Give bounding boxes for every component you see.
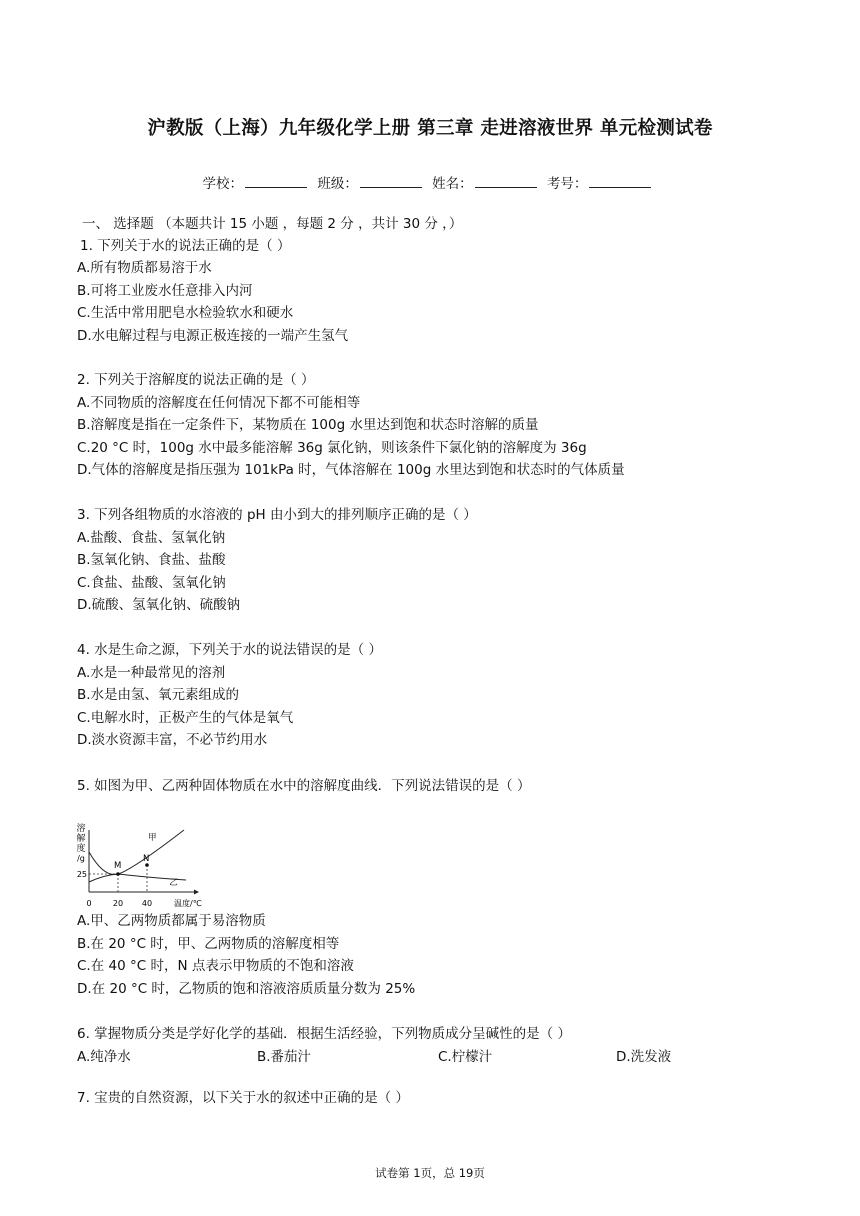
question-5-option-a: A.甲、乙两物质都属于易溶物质: [77, 913, 266, 929]
student-info-line: [0, 172, 860, 192]
school-blank[interactable]: [245, 175, 307, 188]
class-blank[interactable]: [360, 175, 422, 188]
exam-title: 沪教版（上海）九年级化学上册 第三章 走进溶液世界 单元检测试卷: [147, 118, 713, 139]
name-label: 姓名：: [432, 176, 473, 192]
solubility-curve-figure: [74, 820, 204, 912]
point-m-label: M: [114, 861, 122, 871]
question-1-option-d: D.水电解过程与电源正极连接的一端产生氢气: [77, 328, 349, 344]
curve-yi-label: 乙: [169, 878, 178, 888]
y-label-char-1: 溶: [76, 824, 86, 834]
question-5-option-b: B.在 20 °C 时，甲、乙两物质的溶解度相等: [77, 936, 340, 952]
x-axis-arrow: [194, 890, 199, 895]
point-n-label: N: [143, 854, 150, 864]
question-6-option-c: C.柠檬汁: [438, 1049, 493, 1065]
question-2-stem: 2. 下列关于溶解度的说法正确的是（ ）: [77, 372, 315, 388]
class-label: 班级：: [317, 176, 358, 192]
question-3-option-d: D.硫酸、氢氧化钠、硫酸钠: [77, 597, 241, 613]
question-3-option-c: C.食盐、盐酸、氢氧化钠: [77, 575, 226, 591]
question-6-stem: 6. 掌握物质分类是学好化学的基础．根据生活经验，下列物质成分呈碱性的是（ ）: [77, 1026, 571, 1042]
curve-jia: [89, 830, 184, 875]
x-tick-20: 20: [112, 899, 124, 908]
y-label-char-2: 解: [76, 834, 86, 844]
number-label: 考号：: [546, 176, 588, 192]
question-1-option-c: C.生活中常用肥皂水检验软水和硬水: [77, 305, 294, 321]
question-7-stem: 7. 宝贵的自然资源，以下关于水的叙述中正确的是（ ）: [77, 1090, 409, 1106]
question-1-option-a: A.所有物质都易溶于水: [77, 260, 212, 276]
name-blank[interactable]: [475, 175, 537, 188]
point-m: [116, 872, 120, 876]
x-tick-0: 0: [86, 899, 92, 908]
question-2-option-b: B.溶解度是指在一定条件下，某物质在 100g 水里达到饱和状态时溶解的质量: [77, 417, 539, 433]
question-2-option-d: D.气体的溶解度是指压强为 101kPa 时，气体溶解在 100g 水里达到饱和状态时的气体质量: [77, 462, 625, 478]
question-5-option-c: C.在 40 °C 时，N 点表示甲物质的不饱和溶液: [77, 958, 354, 974]
question-6-option-d: D.洗发液: [616, 1049, 672, 1065]
question-4-stem: 4. 水是生命之源，下列关于水的说法错误的是（ ）: [77, 642, 382, 658]
question-2-option-a: A.不同物质的溶解度在任何情况下都不可能相等: [77, 395, 361, 411]
question-4-option-a: A.水是一种最常见的溶剂: [77, 665, 226, 681]
question-1-stem: 1. 下列关于水的说法正确的是（ ）: [80, 238, 291, 254]
page-footer: 试卷第 1页，总 19页: [375, 1166, 485, 1180]
question-3-stem: 3. 下列各组物质的水溶液的 pH 由小到大的排列顺序正确的是（ ）: [77, 507, 477, 523]
school-label: 学校：: [202, 176, 244, 192]
x-tick-40: 40: [141, 899, 153, 908]
question-2-option-c: C.20 °C 时，100g 水中最多能溶解 36g 氯化钠，则该条件下氯化钠的溶解度为 36g: [77, 440, 587, 456]
section-heading: 一、 选择题 （本题共计 15 小题 ，每题 2 分 ，共计 30 分 ，）: [82, 216, 463, 232]
curve-jia-label: 甲: [148, 833, 157, 843]
question-4-option-b: B.水是由氢、氧元素组成的: [77, 687, 240, 703]
question-5-stem: 5. 如图为甲、乙两种固体物质在水中的溶解度曲线．下列说法错误的是（ ）: [77, 778, 531, 794]
question-4-option-d: D.淡水资源丰富，不必节约用水: [77, 732, 268, 748]
question-6-option-a: A.纯净水: [77, 1049, 131, 1065]
question-3-option-a: A.盐酸、食盐、氢氧化钠: [77, 530, 226, 546]
y-tick-25: 25: [76, 870, 87, 879]
question-3-option-b: B.氢氧化钠、食盐、盐酸: [77, 552, 226, 568]
question-1-option-b: B.可将工业废水任意排入内河: [77, 283, 253, 299]
question-6-option-b: B.番茄汁: [257, 1049, 312, 1065]
question-5-option-d: D.在 20 °C 时，乙物质的饱和溶液溶质质量分数为 25%: [77, 981, 416, 997]
y-label-char-3: 度: [76, 844, 86, 854]
question-4-option-c: C.电解水时，正极产生的气体是氧气: [77, 710, 294, 726]
y-label-unit: /g: [77, 854, 85, 863]
x-axis-label: 温度/℃: [174, 899, 202, 908]
number-blank[interactable]: [589, 175, 651, 188]
